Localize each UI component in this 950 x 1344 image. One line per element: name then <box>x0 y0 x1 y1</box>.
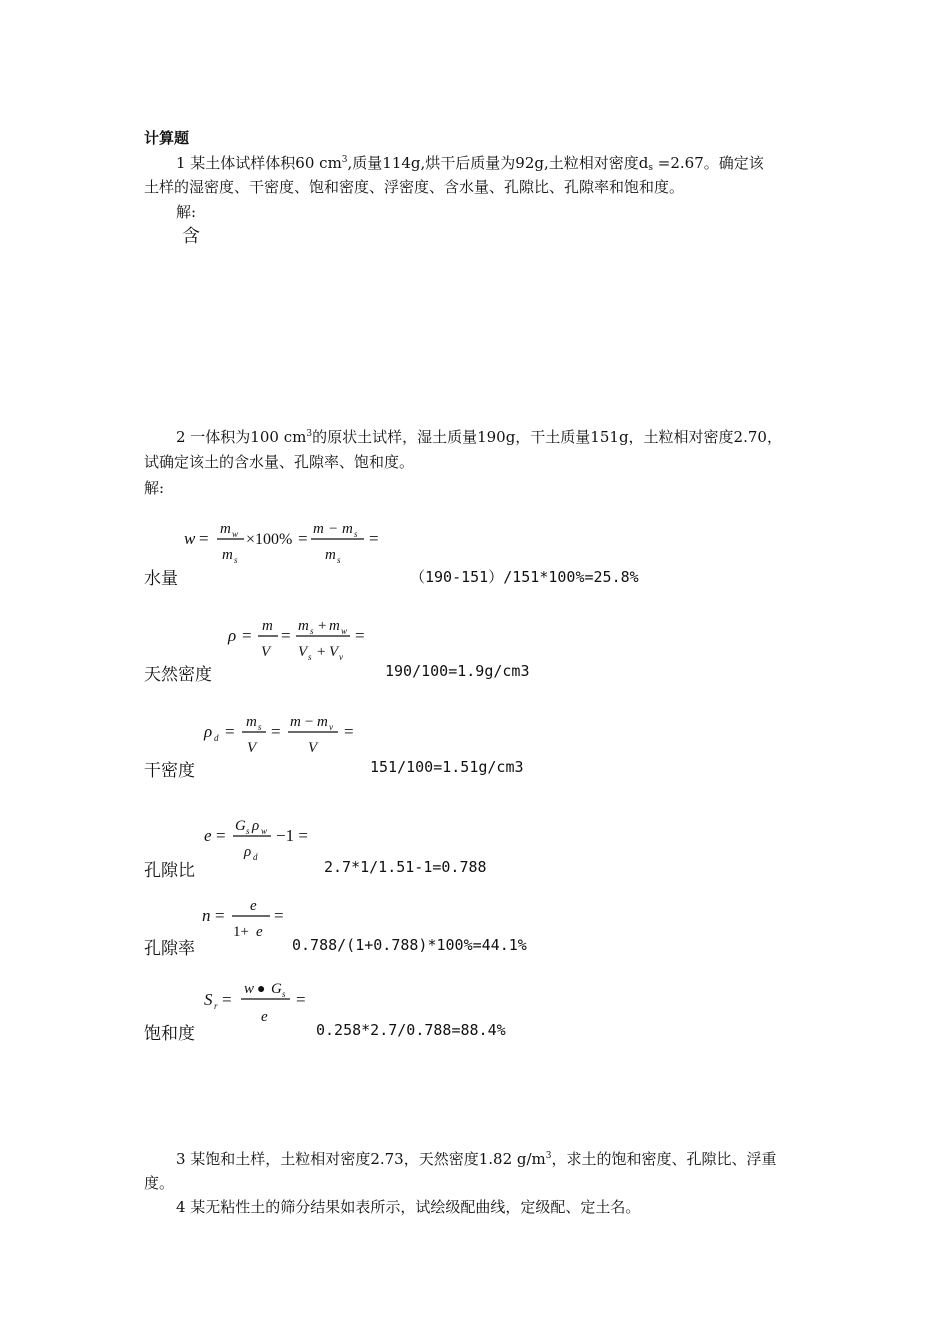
svg-text:m: m <box>222 547 233 563</box>
saturation-formula <box>202 976 332 1030</box>
svg-text:e: e <box>256 924 263 940</box>
svg-text:ρ: ρ <box>252 818 260 834</box>
svg-text:=: = <box>216 826 226 845</box>
svg-text:=: = <box>215 906 225 925</box>
svg-text:+: + <box>317 644 326 660</box>
svg-text:●: ● <box>257 982 266 997</box>
q2-solution-label: 解: <box>144 479 165 497</box>
svg-text:w: w <box>184 529 196 548</box>
svg-text:G: G <box>235 818 246 834</box>
svg-text:=: = <box>271 722 281 741</box>
svg-text:=: = <box>281 626 291 645</box>
svg-text:=: = <box>369 529 379 548</box>
q1-line1: 1 某土体试样体积60 $cm^3$,质量114g,烘干后质量为92g,土粒相对密度$d_s =2.67$。确定该 <box>176 154 764 173</box>
svg-text:=: = <box>199 529 209 548</box>
svg-text:V: V <box>329 644 339 660</box>
svg-text:m: m <box>246 714 257 730</box>
q2-item-label: 孔隙率 <box>144 939 195 959</box>
svg-text:s: s <box>282 989 286 999</box>
svg-text:e: e <box>261 1009 268 1025</box>
q2-item-result: 151/100=1.51g/cm3 <box>370 758 524 776</box>
svg-text:s: s <box>337 555 341 565</box>
svg-text:s: s <box>258 722 262 732</box>
q2-item-result: （190-151）/151*100%=25.8% <box>410 568 639 586</box>
svg-text:m: m <box>317 714 328 730</box>
svg-text:=: = <box>242 626 252 645</box>
svg-text:=: = <box>296 990 306 1009</box>
svg-text:=: = <box>274 906 284 925</box>
svg-text:ρ: ρ <box>204 722 213 741</box>
svg-text:=: = <box>344 722 354 741</box>
svg-text:=: = <box>225 722 235 741</box>
svg-text:w: w <box>261 826 268 836</box>
q3-line2: 度。 <box>144 1174 175 1192</box>
svg-text:s: s <box>354 529 358 539</box>
q4-text: 4 某无粘性土的筛分结果如表所示，试绘级配曲线，定级配、定土名。 <box>176 1198 641 1216</box>
svg-text:G: G <box>271 981 282 997</box>
svg-text:V: V <box>308 740 318 756</box>
section-heading: 计算题 <box>144 129 190 147</box>
q1-solution-label: 解: <box>176 203 197 221</box>
svg-text:×100%: ×100% <box>246 531 293 548</box>
svg-text:s: s <box>246 826 250 836</box>
water-content-formula <box>182 508 412 570</box>
svg-text:m: m <box>262 618 273 634</box>
svg-text:v: v <box>329 722 333 732</box>
svg-text:+: + <box>318 618 327 634</box>
q2-line2: 试确定该土的含水量、孔隙率、饱和度。 <box>144 453 415 471</box>
dry-density-formula <box>202 704 382 764</box>
q2-item-label: 孔隙比 <box>144 861 195 881</box>
svg-text:m: m <box>342 521 353 537</box>
svg-text:r: r <box>214 1001 218 1011</box>
svg-text:V: V <box>261 644 271 660</box>
svg-text:=: = <box>298 529 308 548</box>
svg-text:m: m <box>298 618 309 634</box>
svg-text:S: S <box>204 990 213 1009</box>
svg-text:=: = <box>222 990 232 1009</box>
svg-text:n: n <box>202 906 211 925</box>
q2-item-label: 饱和度 <box>144 1024 195 1044</box>
svg-text:ρ: ρ <box>244 844 252 860</box>
svg-text:=: = <box>355 626 365 645</box>
svg-text:w: w <box>244 981 255 997</box>
svg-text:e: e <box>204 826 212 845</box>
q3-line1: 3 某饱和土样，土粒相对密度2.73，天然密度1.82 $g/m^3$，求土的饱和密度、孔隙比、浮重 <box>176 1150 777 1168</box>
svg-text:ρ: ρ <box>228 626 237 645</box>
q2-item-label: 水量 <box>144 569 178 589</box>
svg-text:s: s <box>234 555 238 565</box>
svg-text:−: − <box>329 521 338 537</box>
q2-item-result: 2.7*1/1.51-1=0.788 <box>324 858 487 876</box>
q2-item-label: 天然密度 <box>144 665 212 685</box>
q2-item-result: 190/100=1.9g/cm3 <box>385 662 530 680</box>
svg-text:1+: 1+ <box>233 924 249 940</box>
q2-item-label: 干密度 <box>144 761 195 781</box>
density-formula <box>226 608 406 670</box>
svg-text:s: s <box>310 626 314 636</box>
svg-text:m: m <box>313 521 324 537</box>
svg-text:m: m <box>220 521 231 537</box>
q1-line2: 土样的湿密度、干密度、饱和密度、浮密度、含水量、孔隙比、孔隙率和饱和度。 <box>144 178 685 196</box>
q2-item-result: 0.788/(1+0.788)*100%=44.1% <box>292 936 527 954</box>
svg-text:s: s <box>308 652 312 662</box>
svg-text:m: m <box>290 714 301 730</box>
svg-text:d: d <box>214 733 219 743</box>
svg-text:−: − <box>305 714 314 730</box>
svg-text:V: V <box>298 644 308 660</box>
svg-text:V: V <box>247 740 257 756</box>
svg-text:w: w <box>232 529 239 539</box>
q2-line1: 2 一体积为100 $cm^3$的原状土试样，湿土质量190g，干土质量151g，土粒相对密度2.70， <box>176 428 782 446</box>
svg-text:m: m <box>329 618 340 634</box>
svg-text:m: m <box>325 547 336 563</box>
svg-text:w: w <box>341 626 348 636</box>
q2-item-result: 0.258*2.7/0.788=88.4% <box>316 1021 506 1039</box>
q1-partial-text: 含 <box>182 226 200 247</box>
void-ratio-formula <box>202 808 342 868</box>
svg-text:d: d <box>253 852 258 862</box>
svg-text:v: v <box>339 652 343 662</box>
svg-text:e: e <box>250 898 257 914</box>
svg-text:−1 =: −1 = <box>276 826 308 845</box>
